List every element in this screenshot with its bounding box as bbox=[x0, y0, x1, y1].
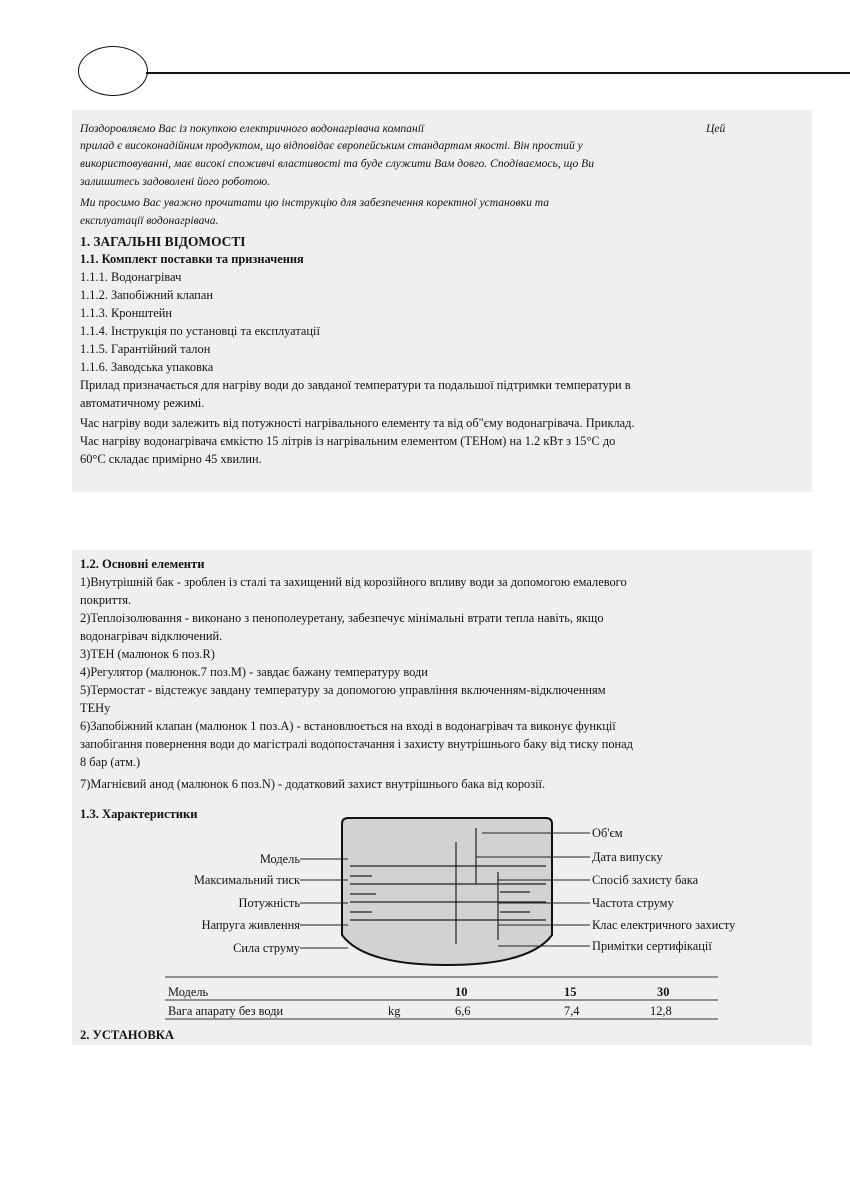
diagram-right-label: Спосіб захисту бака bbox=[592, 873, 699, 887]
kit-item: 1.1.3. Кронштейн bbox=[80, 306, 172, 320]
intro-line-1-end: Цей bbox=[706, 122, 726, 135]
element-line: запобігання повернення води до магістралі водопостачання і захисту внутрішнього баку від тиску понад bbox=[80, 737, 633, 751]
element-line: 2)Теплоізолювання - виконано з пенополеуретану, забезпечує мінімальні втрати тепла навіть, якщо bbox=[80, 611, 604, 625]
intro-line-4: залишитесь задоволені його роботою. bbox=[80, 175, 271, 188]
heating-line-2: Час нагріву водонагрівача ємкістю 15 літрів із нагрівальним елементом (ТЕНом) на 1.2 кВт з 15°С до bbox=[80, 434, 616, 448]
section-2-title: 2. УСТАНОВКА bbox=[80, 1028, 175, 1042]
diagram-left-label: Напруга живлення bbox=[201, 918, 300, 932]
section-1-1-title: 1.1. Комплект поставки та призначення bbox=[80, 252, 304, 266]
purpose-line-2: автоматичному режимі. bbox=[80, 396, 205, 410]
table-row-cell: Вага апарату без води bbox=[168, 1004, 284, 1018]
element-line: 5)Термостат - відстежує завдану температуру за допомогою управління включенням-відключенням bbox=[80, 683, 606, 697]
diagram-left-label: Сила струму bbox=[233, 941, 300, 955]
kit-item: 1.1.6. Заводська упаковка bbox=[80, 360, 214, 374]
heating-line-1: Час нагріву води залежить від потужності нагрівального елементу та від об"єму водонагрівача. Приклад. bbox=[80, 416, 635, 430]
diagram-right-label: Об'єм bbox=[592, 826, 623, 840]
section-1-2-title: 1.2. Основні елементи bbox=[80, 557, 205, 571]
table-header-cell: Модель bbox=[168, 985, 209, 999]
element-line: 8 бар (атм.) bbox=[80, 755, 141, 769]
intro-line-6: експлуатації водонагрівача. bbox=[80, 214, 219, 227]
intro-line-1: Поздоровляємо Вас із покупкою електричного водонагрівача компанії bbox=[80, 122, 425, 135]
element-line: 6)Запобіжний клапан (малюнок 1 поз.А) - встановлюється на вході в водонагрівач та виконує функції bbox=[80, 719, 616, 733]
table-row-cell: kg bbox=[388, 1004, 401, 1018]
table-header-cell: 15 bbox=[564, 985, 577, 999]
table-row-cell: 7,4 bbox=[564, 1004, 580, 1018]
element-line: 4)Регулятор (малюнок.7 поз.М) - завдає бажану температуру води bbox=[80, 665, 428, 679]
diagram-right-label: Дата випуску bbox=[592, 850, 663, 864]
kit-item: 1.1.2. Запобіжний клапан bbox=[80, 288, 213, 302]
purpose-line-1: Прилад призначається для нагріву води до завданої температури та подальшої підтримки температури в bbox=[80, 378, 631, 392]
element-line: 1)Внутрішній бак - зроблен із сталі та захищений від корозійного впливу води за допомогою емалевого bbox=[80, 575, 627, 589]
diagram-right-label: Клас електричного захисту bbox=[592, 918, 736, 932]
table-header-cell: 30 bbox=[657, 985, 670, 999]
table-header-cell: 10 bbox=[455, 985, 468, 999]
table-row-cell: 12,8 bbox=[650, 1004, 672, 1018]
table-row-cell: 6,6 bbox=[455, 1004, 471, 1018]
kit-item: 1.1.1. Водонагрівач bbox=[80, 270, 182, 284]
diagram-left-label: Потужність bbox=[238, 896, 300, 910]
left-leader-lines bbox=[300, 859, 348, 948]
section-1-3-title: 1.3. Характеристики bbox=[80, 807, 198, 821]
kit-item: 1.1.5. Гарантійний талон bbox=[80, 342, 211, 356]
element-line: 7)Магнієвий анод (малюнок 6 поз.N) - додатковий захист внутрішнього бака від корозії. bbox=[80, 777, 546, 791]
kit-item: 1.1.4. Інструкція по установці та експлуатації bbox=[80, 324, 320, 338]
intro-line-3: використовуванні, має високі споживчі властивості та буде служити Вам довго. Сподіваємось, що Ви bbox=[80, 157, 595, 170]
intro-line-5: Ми просимо Вас уважно прочитати цю інструкцію для забезпечення коректної установки та bbox=[80, 196, 550, 209]
diagram-right-label: Частота струму bbox=[592, 896, 674, 910]
element-line: покриття. bbox=[80, 593, 132, 607]
diagram-left-label: Модель bbox=[259, 852, 300, 866]
heating-line-3: 60°С складає примірно 45 хвилин. bbox=[80, 452, 262, 466]
section-1-title: 1. ЗАГАЛЬНІ ВІДОМОСТІ bbox=[80, 234, 246, 249]
intro-line-2: прилад є високонадійним продуктом, що відповідає європейським стандартам якості. Він простий у bbox=[80, 139, 583, 152]
element-line: 3)ТЕН (малюнок 6 поз.R) bbox=[80, 647, 215, 661]
element-line: ТЕНу bbox=[80, 701, 111, 715]
diagram-left-label: Максимальний тиск bbox=[193, 873, 300, 887]
element-line: водонагрівач відключений. bbox=[80, 629, 223, 643]
diagram-right-label: Примітки сертифікації bbox=[592, 939, 712, 953]
